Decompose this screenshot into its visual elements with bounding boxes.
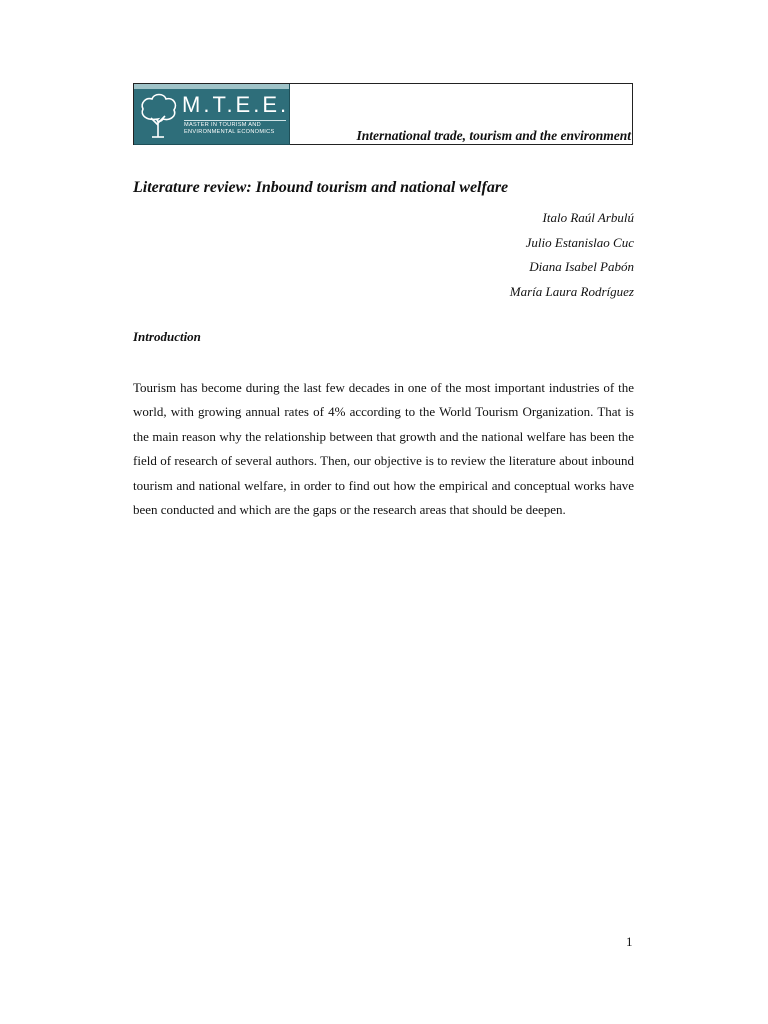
logo-acronym: M.T.E.E. — [182, 92, 290, 117]
author-name: María Laura Rodríguez — [509, 283, 634, 299]
page-number: 1 — [626, 934, 633, 949]
logo-tagline: MASTER IN TOURISM AND ENVIRONMENTAL ECONOMICS — [184, 120, 286, 135]
page-header — [133, 83, 633, 145]
author-name: Julio Estanislao Cuc — [525, 234, 634, 250]
author-list — [510, 206, 634, 304]
mtee-logo — [134, 84, 290, 145]
author-name: Italo Raúl Arbulú — [542, 210, 634, 225]
author-name: Diana Isabel Pabón — [529, 259, 634, 274]
section-heading-introduction: Introduction — [133, 329, 201, 344]
introduction-paragraph: Tourism has become during the last few decades in one of the most important industries of the world, with growing annual rates of 4% according to the World Tourism Organization. That is the main reason why the relationship between that growth and the national welfare has been the field of research of several authors. Then, our objective is to review the literature about inbound tourism and national welfare, in order to find out how the empirical and conceptual works have been conducted and which are the gaps or the research areas that should be deepen. — [133, 380, 634, 518]
document-title: Literature review: Inbound tourism and national welfare — [133, 179, 509, 196]
tree-icon — [136, 91, 180, 141]
running-title: International trade, tourism and the environment — [356, 128, 631, 143]
logo-highlight-band — [134, 84, 290, 89]
